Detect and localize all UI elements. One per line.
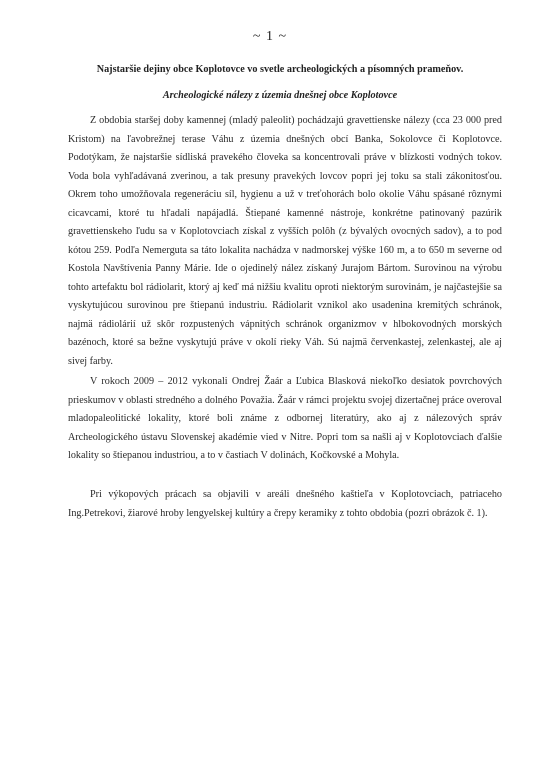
- body-paragraph-2: [68, 373, 502, 466]
- paragraph-text: Pri výkopových prácach sa objavili v areáli dnešného kaštieľa v Koplotovciach, patriaceho Ing.Petrekovi, žiarové hroby lengyelskej kultúry a črepy keramiky z tohto obdobia (pozri obrázok č. 1).: [68, 489, 502, 519]
- section-heading: Archeologické nálezy z územia dnešnej obce Koplotovce: [162, 90, 398, 101]
- body-paragraph-1: [68, 112, 502, 371]
- paragraph-text: V rokoch 2009 – 2012 vykonali Ondrej Žaár a Ľubica Blasková niekoľko desiatok povrchových prieskumov v oblasti stredného a dolného Považia. Žaár v rámci projektu svojej dizertačnej práce overoval mladopaleolitické lokality, ktoré boli známe z odbornej literatúry, ako aj z nálezových správ Archeologického ústavu Slovenskej akadémie vied v Nitre. Popri tom sa našli aj v Koplotovciach ďalšie lokality so štiepanou industriou, a to v častiach V dolinách, Kočkovské a Mohyla.: [68, 376, 502, 461]
- document-title: Najstaršie dejiny obce Koplotovce vo svetle archeologických a písomných prameňov.: [96, 64, 464, 75]
- paragraph-text: Z obdobia staršej doby kamennej (mladý paleolit) pochádzajú gravettienske nálezy (cca 23 000 pred Kristom) na ľavobrežnej terase Váhu z územia dnešných obcí Banka, Sokolovce či Koplotovce. Podotýkam, že najstaršie sídliská pravekého človeka sa koncentrovali práve v blízkosti vodných tokov. Voda bola vyhľadávaná zverinou, a tak presuny pravekých lovcov popri jej toku sa stali zákonitosťou. Okrem toho umožňovala regeneráciu síl, hygienu a už v treťohorách bolo okolie Váhu spásané rôznymi cicavcami, ktoré tu hľadali napájadlá. Štiepané kamenné nástroje, konkrétne patinovaný pazúrik gravettienskeho ľudu sa v Koplotovciach získal z vyšších polôh (z bývalých ovocných sadov), a to pod kótou 259. Podľa Nemerguta sa táto lokalita nachádza v nadmorskej výške 160 m, a to 650 m severne od Kostola Navštívenia Panny Márie. Ide o ojedinelý nález získaný Jurajom Bártom. Surovinou na výrobu tohto artefaktu bol rádiolarit, ktorý aj keď má nižšiu kvalitu oproti niektorým surovinám, je najčastejšie sa vyskytujúcou surovinou pre štiepanú industriu. Rádiolarit vznikol ako usadenina kremitých schránok, najmä rádiolárií už skôr rozpustených vápnitých schránok organizmov v hlbokovodných morských bazénoch, ktoré sa bežne vyskytujú práve v okolí rieky Váh. Sú najmä červenkastej, zelenkastej, ale aj sivej farby.: [68, 115, 502, 367]
- page-number: ~ 1 ~: [252, 29, 288, 44]
- body-paragraph-3: [68, 486, 502, 523]
